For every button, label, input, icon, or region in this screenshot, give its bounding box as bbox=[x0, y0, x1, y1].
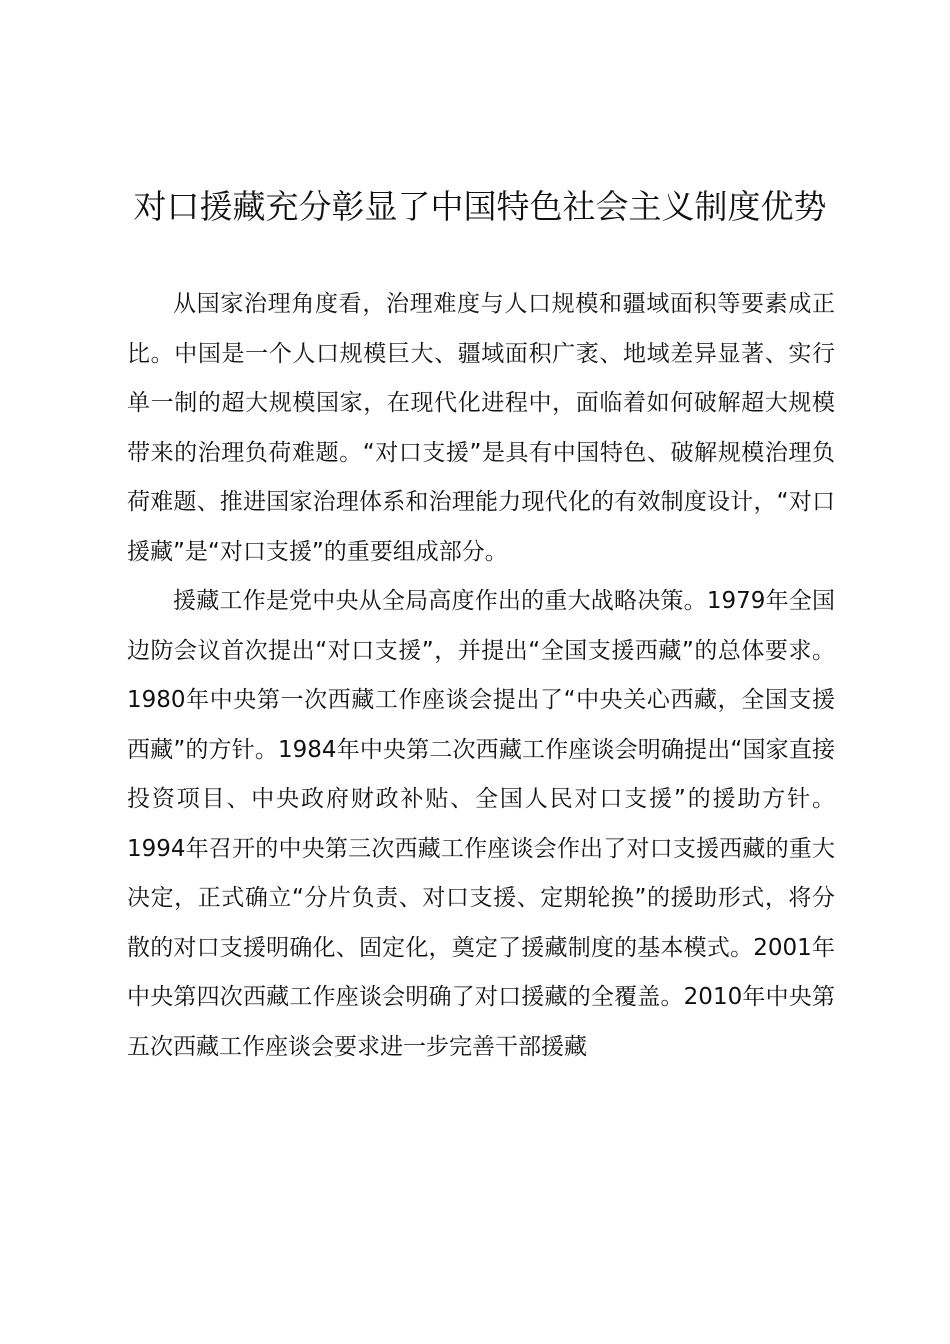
document-title: 对口援藏充分彰显了中国特色社会主义制度优势 bbox=[133, 187, 827, 226]
paragraph: 从国家治理角度看，治理难度与人口规模和疆域面积等要素成正比。中国是一个人口规模巨大、疆域面积广袤、地域差异显著、实行单一制的超大规模国家，在现代化进程中，面临着如何破解超大规模带来的治理负荷难题。“对口支援”是具有中国特色、破解规模治理负荷难题、推进国家治理体系和治理能力现代化的有效制度设计，“对口援藏”是“对口支援”的重要组成部分。 bbox=[127, 291, 835, 565]
document-body bbox=[127, 280, 835, 1072]
paragraph: 援藏工作是党中央从全局高度作出的重大战略决策。1979年全国边防会议首次提出“对口支援”，并提出“全国支援西藏”的总体要求。1980年中央第一次西藏工作座谈会提出了“中央关心西藏，全国支援西藏”的方针。1984年中央第二次西藏工作座谈会明确提出“国家直接投资项目、中央政府财政补贴、全国人民对口支援”的援助方针。1994年召开的中央第三次西藏工作座谈会作出了对口支援西藏的重大决定，正式确立“分片负责、对口支援、定期轮换”的援助形式，将分散的对口支援明确化、固定化，奠定了援藏制度的基本模式。2001年中央第四次西藏工作座谈会明确了对口援藏的全覆盖。2010年中央第五次西藏工作座谈会要求进一步完善干部援藏 bbox=[127, 588, 835, 1060]
